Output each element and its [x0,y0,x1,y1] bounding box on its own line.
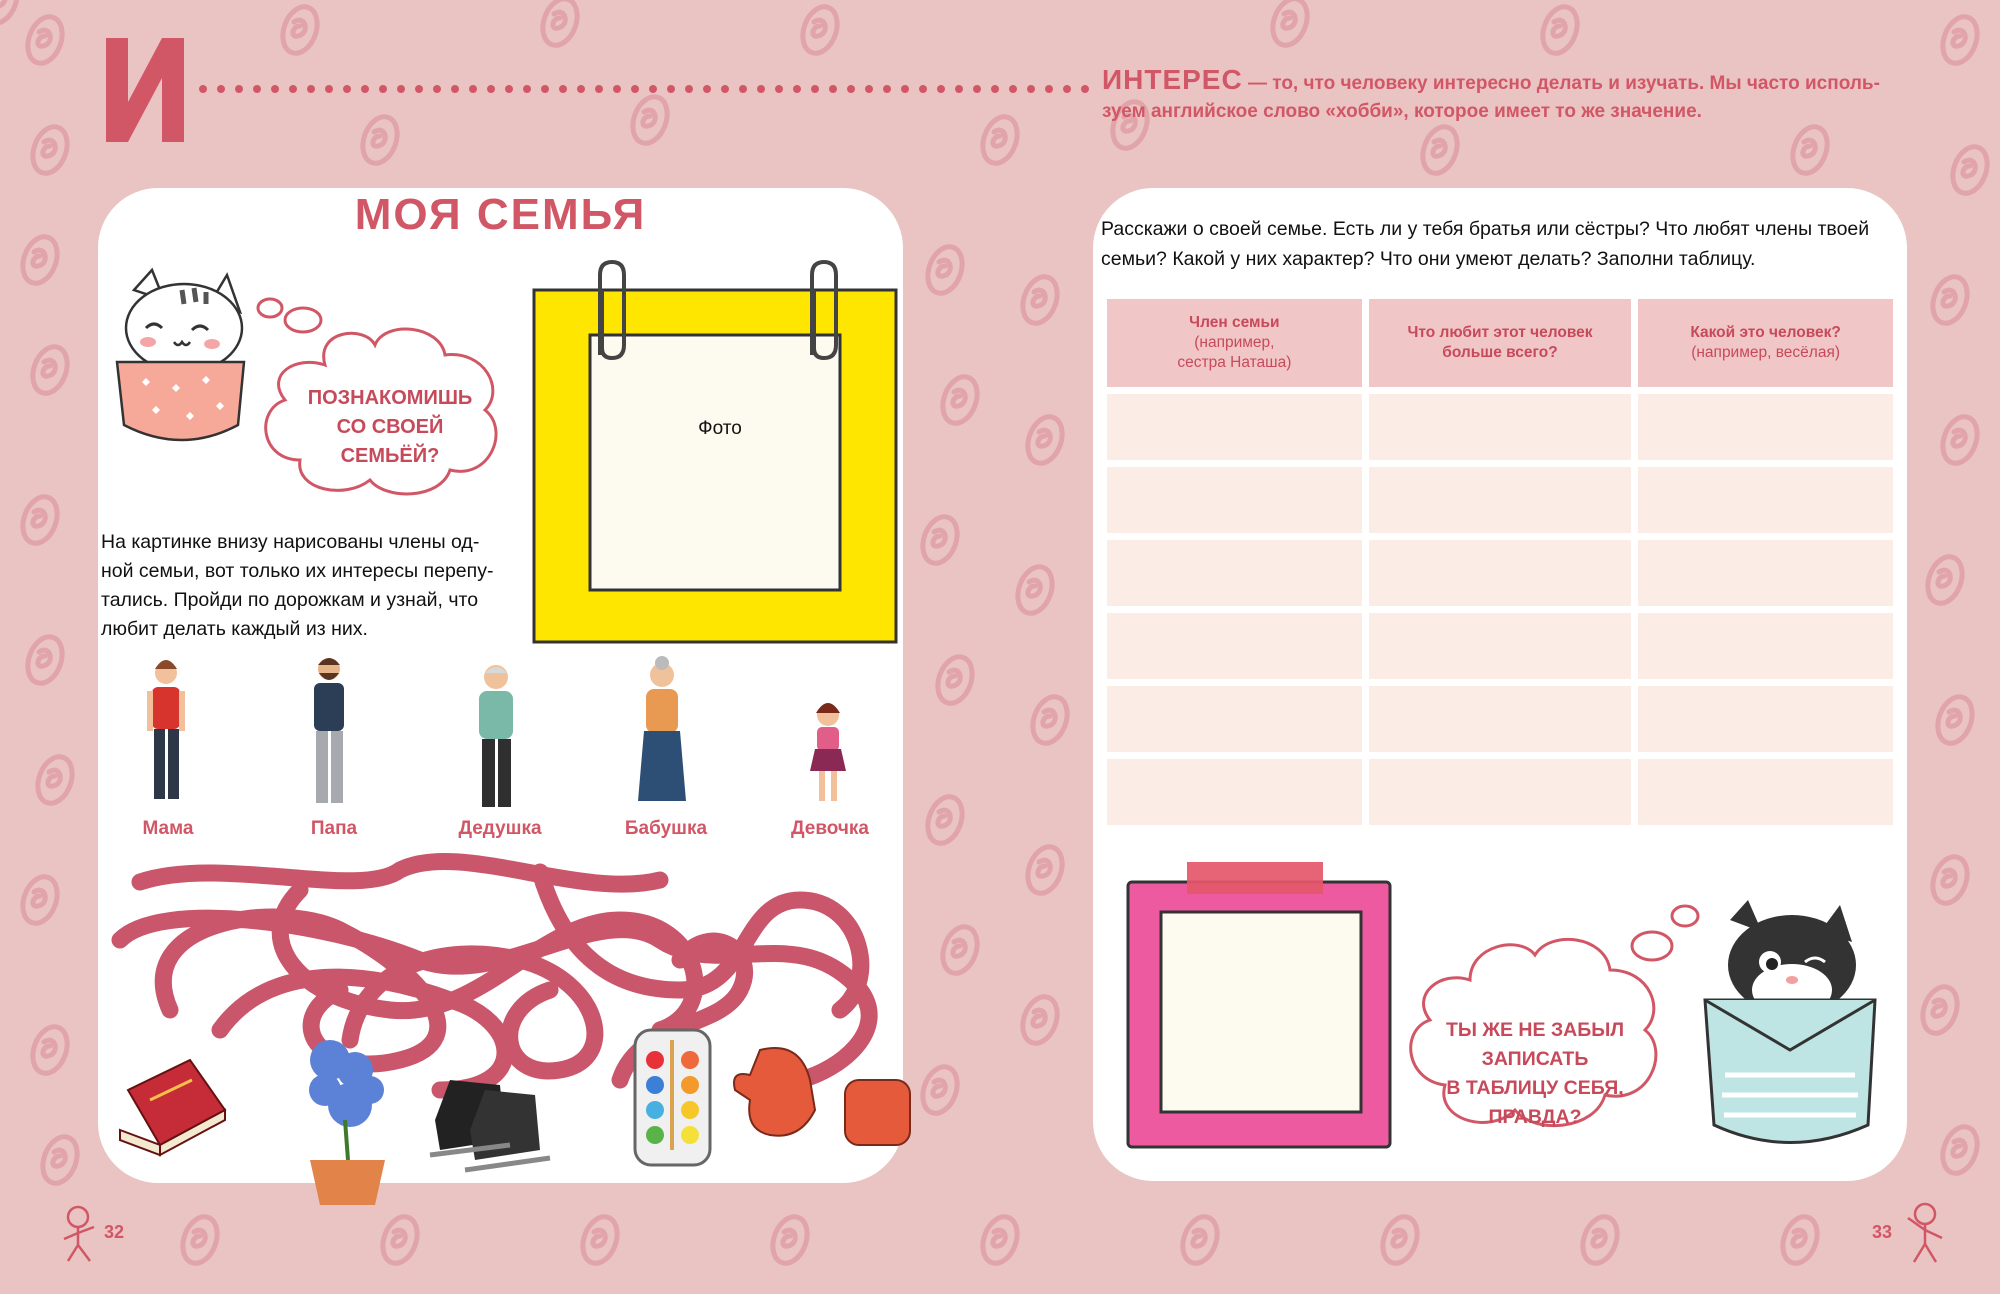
table-row [1107,686,1893,752]
table-cell[interactable] [1638,540,1893,606]
page-number-right: 33 [1872,1222,1893,1242]
table-row [1107,759,1893,825]
table-cell[interactable] [1107,613,1362,679]
question-line: Расскажи о своей семье. Есть ли у тебя братья или сёстры? Что любят члены твоей [1101,218,1870,240]
family-label-mama: Мама [142,818,194,839]
book-icon [120,1060,225,1155]
term-interes: ИНТЕРЕС [1102,64,1243,95]
dotted-line [195,82,1095,96]
table-header-row [1107,299,1893,387]
header-title: Какой это человек? [1690,324,1841,341]
table-cell[interactable] [1638,759,1893,825]
babushka-figure [638,656,686,801]
table-cell[interactable] [1107,467,1362,533]
instructions-line: ной семьи, вот только их интересы перепу- [101,560,494,582]
table-cell[interactable] [1369,686,1631,752]
table-row [1107,613,1893,679]
speech-line: СЕМЬЁЙ? [340,445,440,467]
page-number-left: 32 [104,1222,125,1242]
definition-text [1102,66,1922,126]
speech-line: ПРАВДА? [1488,1106,1582,1128]
table-cell[interactable] [1107,759,1362,825]
stick-figure-right-icon [1900,1198,1950,1268]
table-cell[interactable] [1369,467,1631,533]
stick-figure-left-icon [58,1205,104,1265]
speech-line: СО СВОЕЙ [336,416,444,438]
question-line: семьи? Какой у них характер? Что они умеют делать? Заполни таблицу. [1101,248,1756,270]
header-title-cont: больше всего? [1442,344,1558,361]
instructions-text [101,528,511,644]
table-cell[interactable] [1638,394,1893,460]
table-cell[interactable] [1638,613,1893,679]
family-label-devochka: Девочка [790,818,869,839]
speech-text-right [1420,1016,1650,1132]
definition-line2: зуем английское слово «хобби», которое имеет то же значение. [1102,101,1702,122]
table-cell[interactable] [1369,394,1631,460]
big-letter-i [100,30,190,150]
definition-line1: — то, что человеку интересно делать и изучать. Мы часто исполь- [1247,73,1880,94]
question-text [1101,214,1901,274]
hobby-objects [110,1030,910,1210]
family-table [1100,292,1900,832]
header-sub: (например, весёлая) [1691,344,1840,361]
table-cell[interactable] [1369,759,1631,825]
table-cell[interactable] [1107,394,1362,460]
ice-skates-icon [430,1080,550,1170]
photo-label: Фото [698,418,742,439]
speech-line: ЗАПИСАТЬ [1481,1048,1589,1070]
speech-line: В ТАБЛИЦУ СЕБЯ, [1446,1077,1624,1099]
table-row [1107,467,1893,533]
table-cell[interactable] [1369,613,1631,679]
speech-line: ПОЗНАКОМИШЬ [307,387,473,409]
table-cell[interactable] [1638,686,1893,752]
page-title: МОЯ СЕМЬЯ [354,190,647,239]
table-cell[interactable] [1638,467,1893,533]
flower-pot-icon [309,1040,385,1205]
instructions-line: тались. Пройди по дорожкам и узнай, что [101,589,479,611]
papa-figure [314,658,344,803]
instructions-line: любит делать каждый из них. [101,618,368,640]
photo-frame-pink [1125,862,1395,1152]
table-row [1107,394,1893,460]
header-title: Член семьи [1189,314,1280,331]
dedushka-figure [479,665,513,807]
speech-line: ТЫ ЖЕ НЕ ЗАБЫЛ [1445,1019,1625,1041]
table-header-character [1638,299,1893,387]
table-cell[interactable] [1107,686,1362,752]
paint-palette-icon [635,1030,710,1165]
header-sub: сестра Наташа) [1177,354,1292,371]
family-label-dedushka: Дедушка [458,818,542,839]
header-title: Что любит этот человек [1407,324,1593,341]
family-label-papa: Папа [310,818,358,839]
table-row [1107,540,1893,606]
cat-in-pocket-illustration [112,270,252,460]
family-figures [100,655,900,815]
black-cat-in-pocket-illustration [1700,900,1880,1160]
table-cell[interactable] [1107,540,1362,606]
table-cell[interactable] [1369,540,1631,606]
devochka-figure [810,703,846,801]
instructions-line: На картинке внизу нарисованы члены од- [101,531,480,553]
mama-figure [147,660,185,799]
table-header-likes [1369,299,1631,387]
oven-mitts-icon [734,1048,910,1145]
header-sub: (например, [1194,334,1275,351]
family-label-babushka: Бабушка [624,818,708,839]
speech-text-left [285,384,495,471]
table-header-member [1107,299,1362,387]
photo-frame-yellow [530,260,900,646]
